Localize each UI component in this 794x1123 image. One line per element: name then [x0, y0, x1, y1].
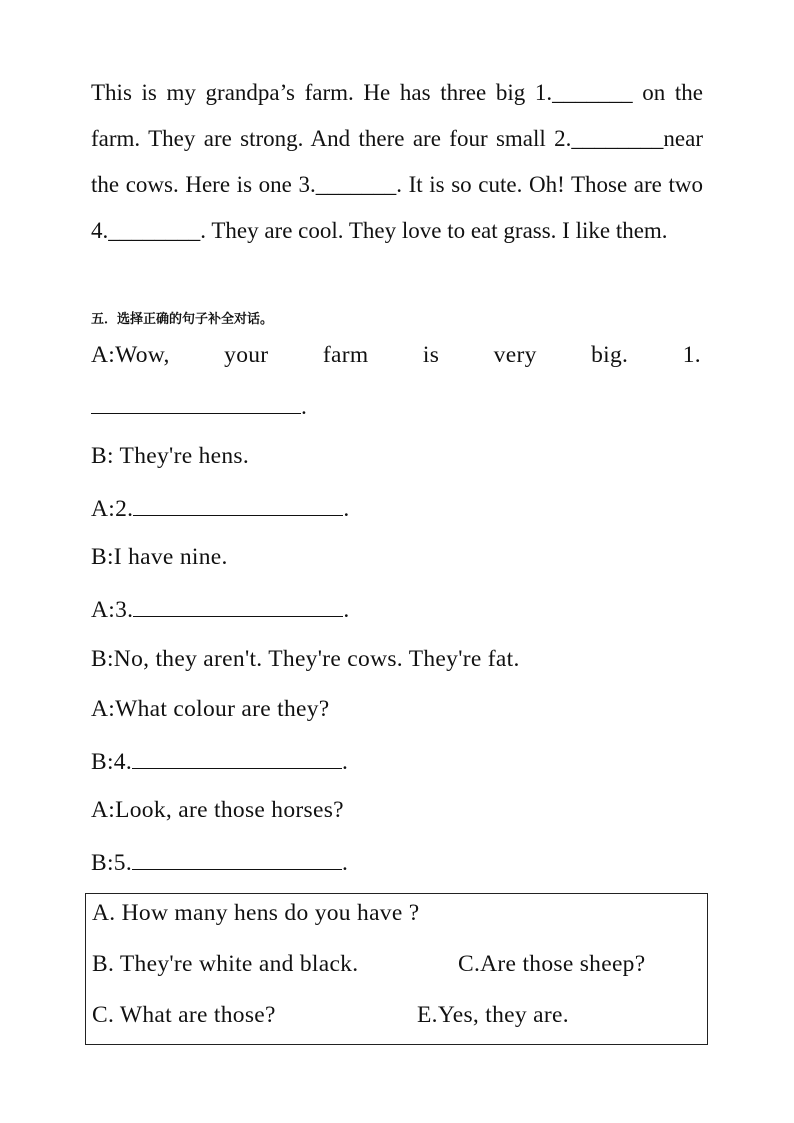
option-b: B. They're white and black.	[92, 951, 359, 977]
dialog-line-1-blank	[91, 392, 307, 421]
dialog-line-10	[91, 848, 348, 877]
dialog-line-3	[91, 494, 350, 523]
dialog-line-1	[91, 342, 701, 369]
options-box	[85, 893, 708, 1045]
dialog-word: 1.	[682, 342, 701, 368]
dialog-line-8	[91, 747, 348, 776]
dialog-prefix: B:4.	[91, 749, 133, 776]
dialog-line-2: B: They're hens.	[91, 443, 250, 469]
dialog-period: .	[342, 850, 349, 877]
dialog-word: big.	[591, 342, 629, 368]
dialog-word: your	[224, 342, 269, 368]
dialog-prefix: A:2.	[91, 496, 134, 523]
dialog-line-4: B:I have nine.	[91, 544, 228, 570]
reading-passage: This is my grandpa’s farm. He has three big 1._______ on the farm. They are strong. And there are four small 2.________near the cows. Here is one 3._______. It is so cute. Oh! Those are two 4.________. They are cool. They love to eat grass. I like them.	[91, 80, 703, 243]
answer-blank-3[interactable]	[133, 595, 343, 617]
answer-blank-4[interactable]	[132, 747, 342, 769]
dialog-line-9: A:Look, are those horses?	[91, 797, 344, 823]
dialog-line-6: B:No, they aren't. They're cows. They're fat.	[91, 646, 520, 672]
answer-blank-5[interactable]	[132, 848, 342, 870]
dialog-prefix: B:5.	[91, 850, 133, 877]
section-title: 五．选择正确的句子补全对话。	[91, 312, 274, 327]
dialog-line-5	[91, 595, 350, 624]
dialog-word: A:Wow,	[91, 342, 170, 368]
dialog-period: .	[343, 597, 350, 624]
option-e: E.Yes, they are.	[417, 1002, 569, 1028]
dialog-period: .	[343, 496, 350, 523]
dialog-period: .	[342, 749, 349, 776]
dialog-word: very	[493, 342, 537, 368]
dialog-word: farm	[322, 342, 369, 368]
answer-blank-1[interactable]	[91, 392, 301, 414]
option-c-sheep: C.Are those sheep?	[458, 951, 646, 977]
dialog-prefix: A:3.	[91, 597, 134, 624]
option-a: A. How many hens do you have ?	[92, 900, 420, 926]
dialog-line-7: A:What colour are they?	[91, 696, 330, 722]
dialog-word: is	[422, 342, 440, 368]
answer-blank-2[interactable]	[133, 494, 343, 516]
dialog-period: .	[301, 394, 308, 421]
option-c-what: C. What are those?	[92, 1002, 276, 1028]
